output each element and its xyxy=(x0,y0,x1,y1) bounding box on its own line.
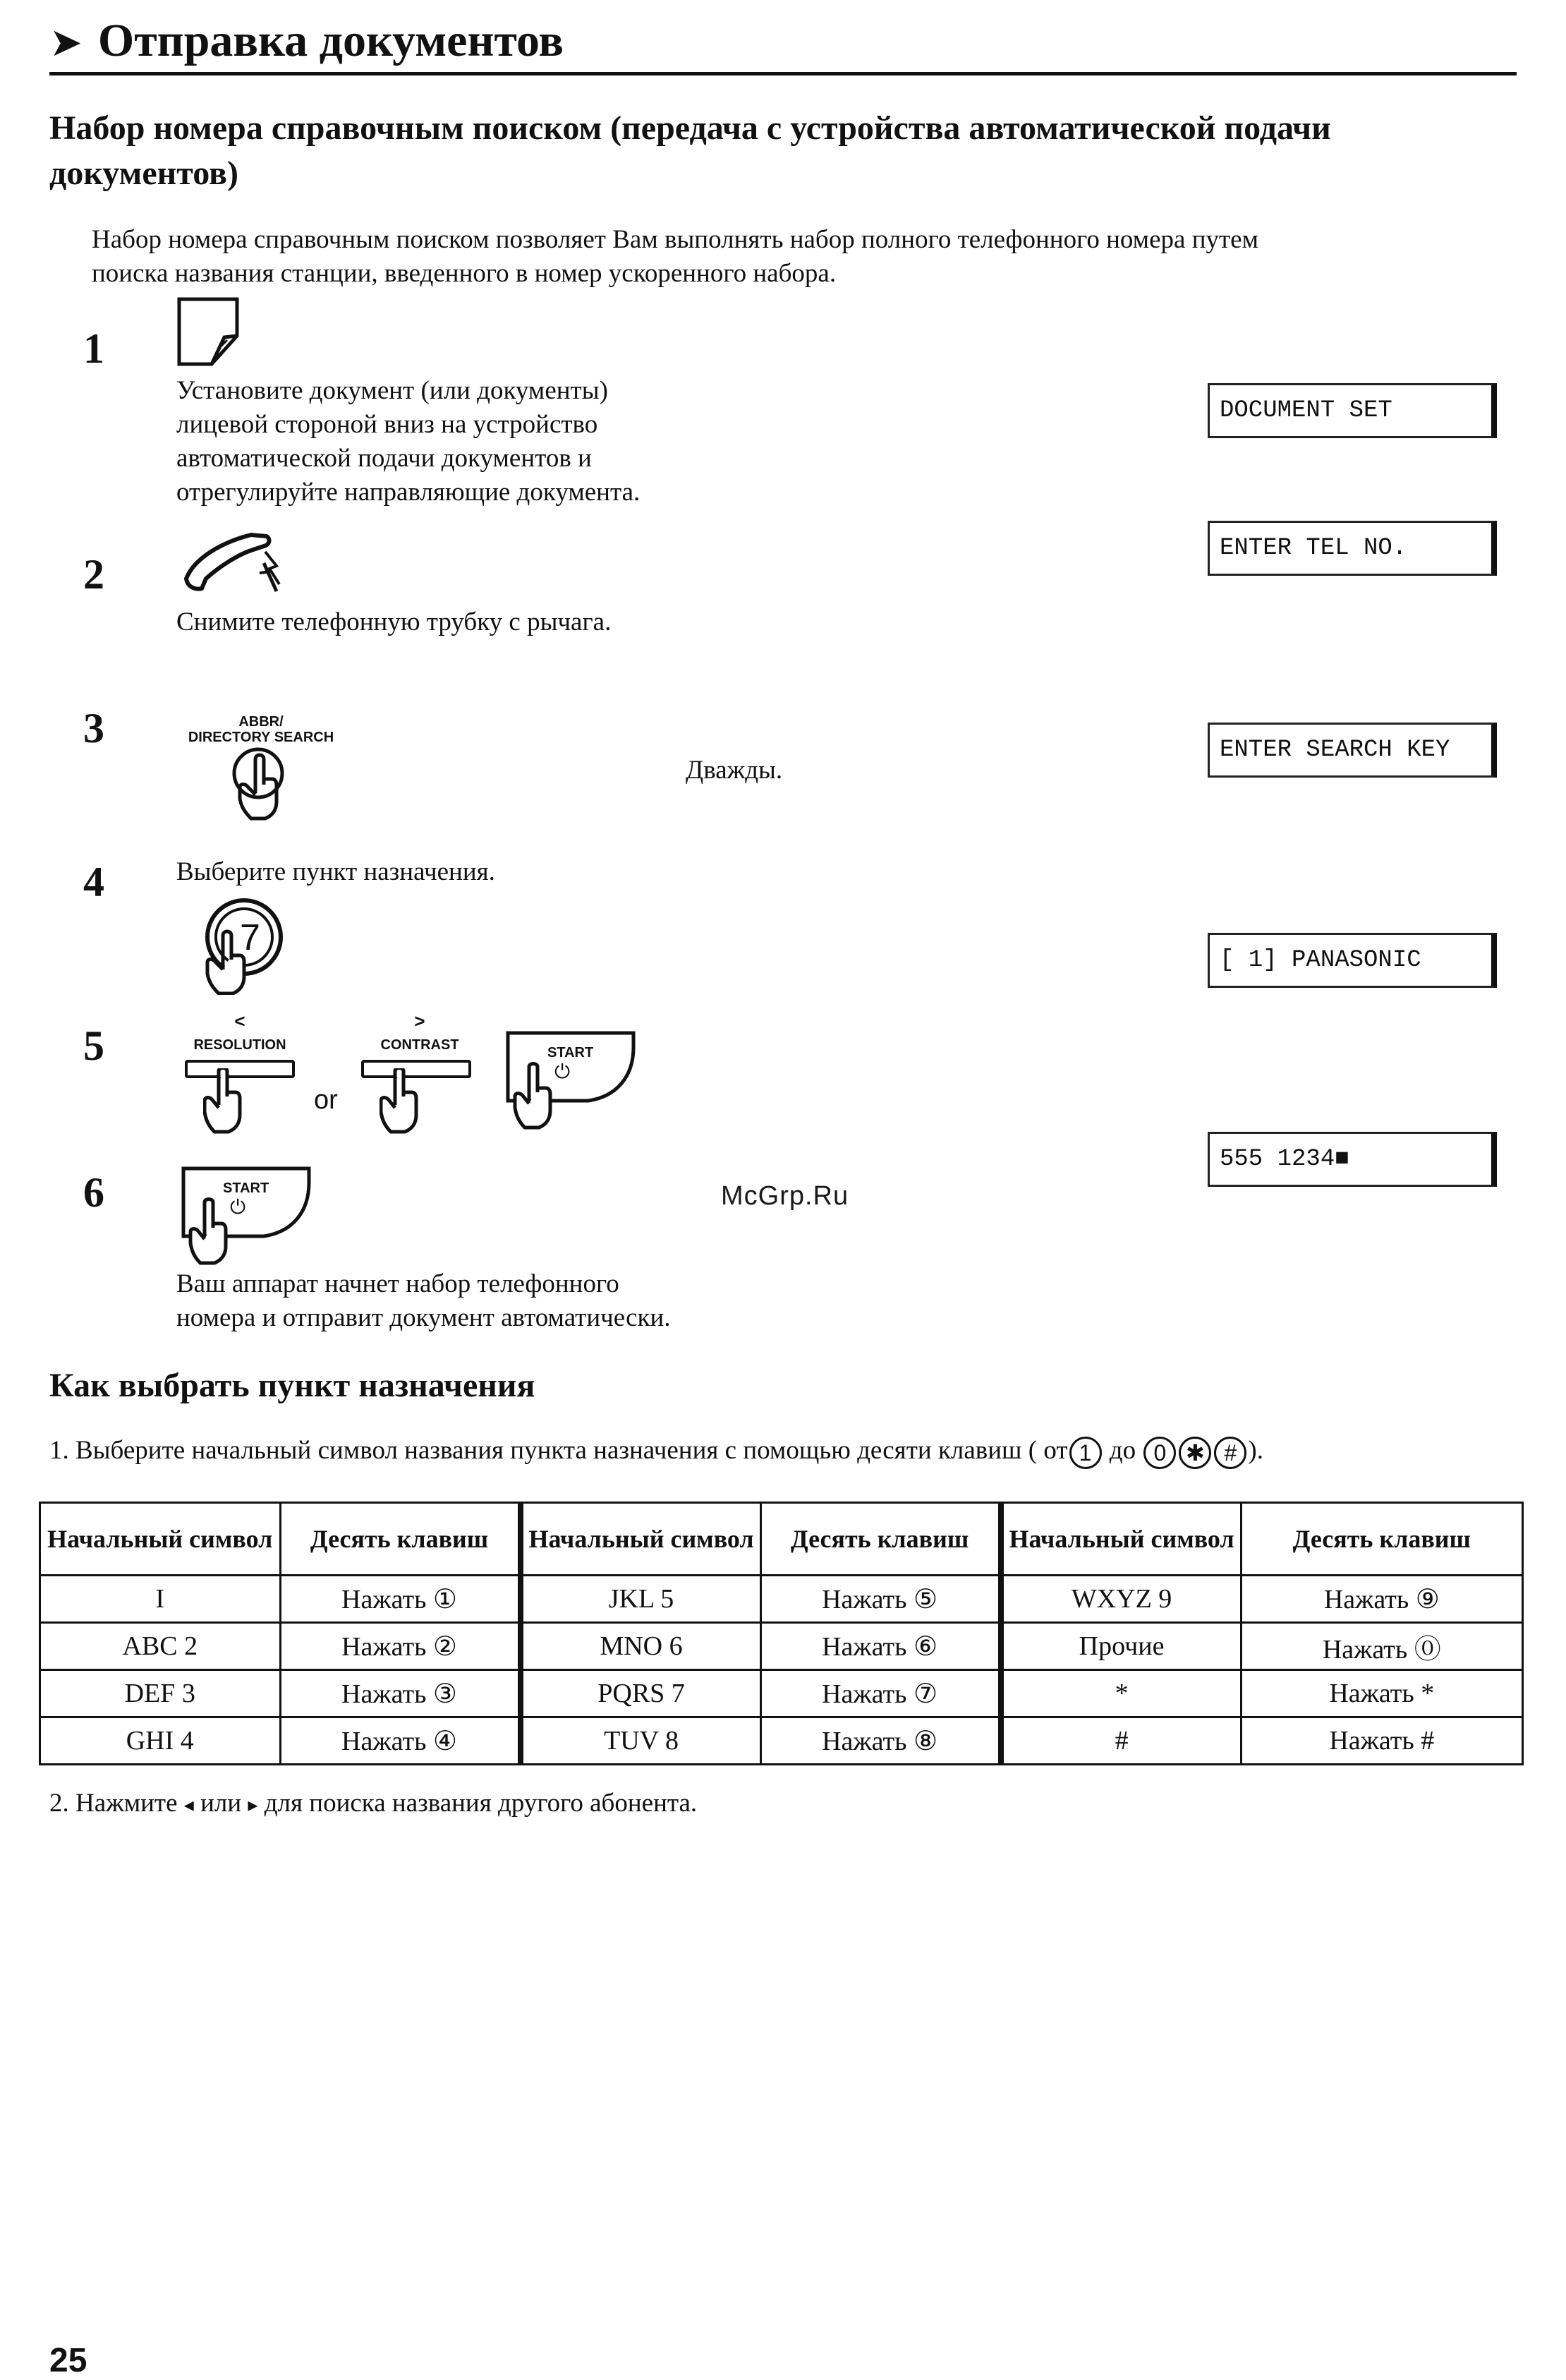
left-arrow-icon: ◂ xyxy=(183,1793,194,1816)
intro-line-2: поиска названия станции, введенного в номер ускоренного набора. xyxy=(92,259,837,288)
key-hash-icon: # xyxy=(1214,1437,1246,1469)
resolution-key-label: RESOLUTION xyxy=(193,1037,286,1053)
table-cell: DEF 3 xyxy=(40,1670,281,1717)
page-number: 25 xyxy=(49,2342,87,2379)
table-cell: PQRS 7 xyxy=(521,1670,761,1717)
table-header-row xyxy=(40,1503,1523,1576)
table-header: Десять клавиш xyxy=(1241,1503,1522,1576)
step-1-line: Установите документ (или документы) xyxy=(176,376,608,405)
contrast-arrow-label: > xyxy=(414,1010,425,1032)
press-button-icon xyxy=(230,745,289,823)
point-1 xyxy=(49,1434,1263,1469)
page-title-text: Отправка документов xyxy=(97,15,564,66)
step-6-line: Ваш аппарат начнет набор телефонного xyxy=(176,1269,619,1298)
intro-line-1: Набор номера справочным поиском позволяет Вам выполнять набор полного телефонного номера путем xyxy=(92,225,1258,254)
step-6-line: номера и отправит документ автоматически. xyxy=(176,1303,671,1332)
right-arrow-icon: ▸ xyxy=(248,1793,258,1816)
table-row xyxy=(40,1623,1523,1670)
display-document-set: DOCUMENT SET xyxy=(1208,383,1497,438)
section-heading-abbr-dial: Набор номера справочным поиском (передача с устройства автоматической подачи документов) xyxy=(49,109,1331,192)
table-cell: TUV 8 xyxy=(521,1717,761,1765)
table-cell: * xyxy=(1001,1670,1242,1717)
arrow-right-icon: ➤ xyxy=(49,20,83,66)
step-1-line: лицевой стороной вниз на устройство xyxy=(176,410,598,439)
table-cell: WXYZ 9 xyxy=(1001,1576,1242,1623)
start-label: START xyxy=(223,1180,269,1196)
display-enter-search-key: ENTER SEARCH KEY xyxy=(1208,723,1497,778)
section-heading-choose-destination: Как выбрать пункт назначения xyxy=(49,1367,535,1404)
table-cell: GHI 4 xyxy=(40,1717,281,1765)
page-title xyxy=(49,14,564,68)
table-cell: JKL 5 xyxy=(521,1576,761,1623)
step-2-text: Снимите телефонную трубку с рычага. xyxy=(176,608,612,636)
table-row xyxy=(40,1576,1523,1623)
table-cell: Нажать # xyxy=(1241,1717,1522,1765)
step-number-1: 1 xyxy=(83,325,104,372)
step-1-line: автоматической подачи документов и xyxy=(176,444,592,473)
table-cell: Прочие xyxy=(1001,1623,1242,1670)
table-cell: MNO 6 xyxy=(521,1623,761,1670)
table-cell: # xyxy=(1001,1717,1242,1765)
point-1-suffix: ). xyxy=(1248,1436,1263,1465)
finger-press-icon xyxy=(380,1068,429,1136)
key-1-icon: 1 xyxy=(1069,1437,1102,1469)
step-3-note: Дважды. xyxy=(686,756,783,785)
handset-icon xyxy=(181,529,286,597)
table-header: Начальный символ xyxy=(1001,1503,1242,1576)
table-cell: Нажать ⑦ xyxy=(760,1670,1001,1717)
table-cell: Нажать ② xyxy=(280,1623,521,1670)
table-cell: Нажать ⓪ xyxy=(1241,1623,1522,1670)
point-2-suffix: для поиска названия другого абонента. xyxy=(264,1789,698,1818)
start-button-icon xyxy=(179,1163,313,1269)
point-2-mid: или xyxy=(200,1789,242,1818)
svg-text:⏻: ⏻ xyxy=(554,1060,571,1083)
step-number-4: 4 xyxy=(83,859,104,905)
step-6-text xyxy=(176,1267,671,1335)
table-header: Десять клавиш xyxy=(280,1503,521,1576)
step-number-5: 5 xyxy=(83,1022,104,1069)
start-button-icon xyxy=(504,1027,638,1133)
document-icon xyxy=(175,296,243,367)
table-cell: Нажать ⑤ xyxy=(760,1576,1001,1623)
abbr-key-label-top: ABBR/ xyxy=(238,714,284,730)
table-cell: Нажать ① xyxy=(280,1576,521,1623)
step-number-2: 2 xyxy=(83,551,104,598)
or-text: or xyxy=(314,1085,338,1115)
key-star-icon: ✱ xyxy=(1179,1437,1211,1469)
table-header: Десять клавиш xyxy=(760,1503,1001,1576)
table-cell: Нажать ④ xyxy=(280,1717,521,1765)
start-label: START xyxy=(547,1045,594,1061)
key-table xyxy=(39,1502,1524,1765)
table-cell: Нажать ⑥ xyxy=(760,1623,1001,1670)
abbr-key-label-bottom: DIRECTORY SEARCH xyxy=(188,730,334,745)
table-header: Начальный символ xyxy=(40,1503,281,1576)
display-phone-number: 555 1234■ xyxy=(1208,1132,1497,1187)
display-panasonic: [ 1] PANASONIC xyxy=(1208,933,1497,988)
step-number-3: 3 xyxy=(83,705,104,751)
step-number-6: 6 xyxy=(83,1169,104,1216)
title-rule xyxy=(49,72,1517,75)
table-cell: Нажать ⑨ xyxy=(1241,1576,1522,1623)
table-cell: ABC 2 xyxy=(40,1623,281,1670)
contrast-key-label: CONTRAST xyxy=(380,1037,459,1053)
resolution-arrow-label: < xyxy=(234,1010,245,1032)
point-2 xyxy=(49,1787,697,1822)
watermark: McGrp.Ru xyxy=(721,1181,849,1211)
dial-key-digit: 7 xyxy=(240,917,260,958)
table-row xyxy=(40,1717,1523,1765)
table-cell: Нажать ⑧ xyxy=(760,1717,1001,1765)
step-1-text xyxy=(176,374,640,509)
point-1-text: 1. Выберите начальный символ названия пункта назначения с помощью десяти клавиш ( от xyxy=(49,1436,1068,1465)
key-0-icon: 0 xyxy=(1143,1437,1176,1469)
abbr-key-label xyxy=(176,714,346,745)
table-cell: Нажать ③ xyxy=(280,1670,521,1717)
step-4-text: Выберите пункт назначения. xyxy=(176,857,495,886)
svg-text:⏻: ⏻ xyxy=(230,1195,246,1219)
display-enter-tel-no: ENTER TEL NO. xyxy=(1208,521,1497,576)
finger-press-icon xyxy=(203,1068,253,1136)
dial-key-7-icon xyxy=(195,895,286,995)
point-1-mid: до xyxy=(1109,1436,1136,1465)
point-2-text: 2. Нажмите xyxy=(49,1789,178,1818)
table-cell: Нажать * xyxy=(1241,1670,1522,1717)
step-1-line: отрегулируйте направляющие документа. xyxy=(176,478,641,507)
table-header: Начальный символ xyxy=(521,1503,761,1576)
table-row xyxy=(40,1670,1523,1717)
table-cell: I xyxy=(40,1576,281,1623)
